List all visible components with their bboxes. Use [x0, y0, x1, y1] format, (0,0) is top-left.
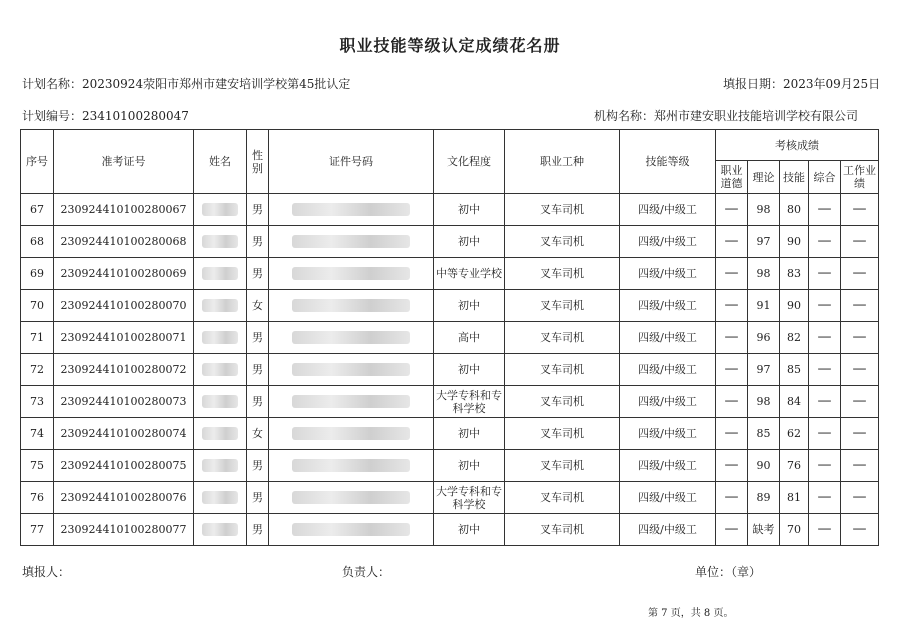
cell-skill: 62 — [780, 418, 809, 450]
redaction-blur — [292, 203, 410, 216]
redaction-blur — [202, 235, 238, 248]
plan-number: 计划编号：23410100280047 — [22, 109, 189, 123]
header-exam-no: 准考证号 — [54, 130, 194, 194]
cell-education: 初中 — [434, 514, 505, 546]
table-row — [21, 514, 879, 546]
cell-gender: 男 — [247, 514, 269, 546]
cell-education: 大学专科和专科学校 — [434, 386, 505, 418]
cell-morality: — — [716, 482, 748, 514]
header-job: 职业工种 — [505, 130, 620, 194]
redaction-blur — [292, 491, 410, 504]
cell-gender: 女 — [247, 290, 269, 322]
cell-education: 初中 — [434, 354, 505, 386]
redaction-blur — [202, 299, 238, 312]
responsible-label: 负责人： — [342, 565, 391, 579]
cell-seq: 74 — [21, 418, 54, 450]
cell-comprehensive: — — [809, 354, 841, 386]
cell-comprehensive: — — [809, 482, 841, 514]
unit-stamp-label: 单位：（章） — [695, 565, 762, 579]
cell-id-redacted — [269, 450, 434, 482]
cell-skill: 85 — [780, 354, 809, 386]
cell-job: 叉车司机 — [505, 290, 620, 322]
redaction-blur — [292, 395, 410, 408]
redaction-blur — [202, 523, 238, 536]
cell-morality: — — [716, 450, 748, 482]
cell-name-redacted — [194, 514, 247, 546]
cell-morality: — — [716, 290, 748, 322]
cell-seq: 75 — [21, 450, 54, 482]
cell-id-redacted — [269, 258, 434, 290]
cell-theory: 98 — [748, 194, 780, 226]
cell-exam-no: 230924410100280075 — [54, 450, 194, 482]
cell-exam-no: 230924410100280071 — [54, 322, 194, 354]
cell-theory: 97 — [748, 226, 780, 258]
header-morality: 职业道德 — [716, 161, 748, 194]
redaction-blur — [202, 427, 238, 440]
cell-gender: 男 — [247, 322, 269, 354]
table-row — [21, 194, 879, 226]
cell-exam-no: 230924410100280077 — [54, 514, 194, 546]
cell-morality: — — [716, 258, 748, 290]
cell-job: 叉车司机 — [505, 226, 620, 258]
fill-date: 填报日期：2023年09月25日 — [723, 77, 881, 91]
cell-skill: 90 — [780, 226, 809, 258]
cell-exam-no: 230924410100280073 — [54, 386, 194, 418]
cell-seq: 67 — [21, 194, 54, 226]
cell-id-redacted — [269, 226, 434, 258]
cell-seq: 70 — [21, 290, 54, 322]
cell-id-redacted — [269, 386, 434, 418]
cell-level: 四级/中级工 — [620, 258, 716, 290]
cell-id-redacted — [269, 482, 434, 514]
redaction-blur — [202, 203, 238, 216]
cell-gender: 男 — [247, 386, 269, 418]
cell-skill: 81 — [780, 482, 809, 514]
cell-job: 叉车司机 — [505, 418, 620, 450]
redaction-blur — [292, 267, 410, 280]
cell-exam-no: 230924410100280074 — [54, 418, 194, 450]
cell-name-redacted — [194, 418, 247, 450]
cell-name-redacted — [194, 386, 247, 418]
cell-skill: 84 — [780, 386, 809, 418]
header-skill: 技能 — [780, 161, 809, 194]
cell-comprehensive: — — [809, 514, 841, 546]
redaction-blur — [202, 267, 238, 280]
cell-theory: 89 — [748, 482, 780, 514]
cell-seq: 72 — [21, 354, 54, 386]
cell-name-redacted — [194, 194, 247, 226]
cell-education: 大学专科和专科学校 — [434, 482, 505, 514]
cell-exam-no: 230924410100280069 — [54, 258, 194, 290]
cell-morality: — — [716, 418, 748, 450]
table-row — [21, 418, 879, 450]
redaction-blur — [292, 331, 410, 344]
cell-morality: — — [716, 226, 748, 258]
roster-body — [21, 194, 879, 546]
cell-performance: — — [841, 258, 879, 290]
cell-job: 叉车司机 — [505, 450, 620, 482]
cell-morality: — — [716, 322, 748, 354]
cell-gender: 男 — [247, 482, 269, 514]
cell-level: 四级/中级工 — [620, 290, 716, 322]
cell-morality: — — [716, 354, 748, 386]
redaction-blur — [292, 363, 410, 376]
redaction-blur — [292, 299, 410, 312]
cell-comprehensive: — — [809, 258, 841, 290]
cell-name-redacted — [194, 482, 247, 514]
cell-seq: 68 — [21, 226, 54, 258]
cell-level: 四级/中级工 — [620, 354, 716, 386]
cell-performance: — — [841, 482, 879, 514]
redaction-blur — [202, 363, 238, 376]
cell-education: 高中 — [434, 322, 505, 354]
cell-morality: — — [716, 514, 748, 546]
cell-name-redacted — [194, 258, 247, 290]
cell-job: 叉车司机 — [505, 514, 620, 546]
table-row — [21, 450, 879, 482]
header-scores: 考核成绩 — [716, 130, 879, 161]
cell-comprehensive: — — [809, 194, 841, 226]
cell-level: 四级/中级工 — [620, 482, 716, 514]
cell-id-redacted — [269, 418, 434, 450]
cell-performance: — — [841, 290, 879, 322]
cell-exam-no: 230924410100280067 — [54, 194, 194, 226]
cell-level: 四级/中级工 — [620, 418, 716, 450]
cell-performance: — — [841, 386, 879, 418]
cell-morality: — — [716, 386, 748, 418]
redaction-blur — [202, 459, 238, 472]
cell-theory: 97 — [748, 354, 780, 386]
cell-name-redacted — [194, 226, 247, 258]
cell-job: 叉车司机 — [505, 258, 620, 290]
table-row — [21, 258, 879, 290]
cell-performance: — — [841, 418, 879, 450]
cell-theory: 91 — [748, 290, 780, 322]
redaction-blur — [292, 523, 410, 536]
header-education: 文化程度 — [434, 130, 505, 194]
cell-comprehensive: — — [809, 418, 841, 450]
cell-seq: 69 — [21, 258, 54, 290]
cell-gender: 男 — [247, 354, 269, 386]
cell-job: 叉车司机 — [505, 194, 620, 226]
cell-skill: 80 — [780, 194, 809, 226]
cell-name-redacted — [194, 354, 247, 386]
cell-job: 叉车司机 — [505, 322, 620, 354]
score-roster-table — [20, 129, 879, 546]
redaction-blur — [202, 491, 238, 504]
cell-gender: 男 — [247, 226, 269, 258]
redaction-blur — [292, 459, 410, 472]
cell-education: 初中 — [434, 194, 505, 226]
cell-id-redacted — [269, 514, 434, 546]
cell-level: 四级/中级工 — [620, 322, 716, 354]
cell-skill: 70 — [780, 514, 809, 546]
cell-exam-no: 230924410100280068 — [54, 226, 194, 258]
cell-theory: 85 — [748, 418, 780, 450]
cell-seq: 77 — [21, 514, 54, 546]
cell-performance: — — [841, 322, 879, 354]
table-row — [21, 482, 879, 514]
cell-gender: 男 — [247, 450, 269, 482]
cell-skill: 76 — [780, 450, 809, 482]
cell-id-redacted — [269, 322, 434, 354]
cell-gender: 女 — [247, 418, 269, 450]
header-performance: 工作业绩 — [841, 161, 879, 194]
cell-seq: 73 — [21, 386, 54, 418]
cell-comprehensive: — — [809, 386, 841, 418]
cell-name-redacted — [194, 322, 247, 354]
cell-theory: 98 — [748, 386, 780, 418]
plan-name: 计划名称：20230924荥阳市郑州市建安培训学校第45批认定 — [22, 77, 351, 91]
cell-theory: 90 — [748, 450, 780, 482]
redaction-blur — [292, 235, 410, 248]
cell-skill: 82 — [780, 322, 809, 354]
cell-education: 初中 — [434, 226, 505, 258]
cell-job: 叉车司机 — [505, 482, 620, 514]
redaction-blur — [292, 427, 410, 440]
header-gender: 性别 — [247, 130, 269, 194]
cell-skill: 83 — [780, 258, 809, 290]
table-row — [21, 354, 879, 386]
cell-education: 初中 — [434, 418, 505, 450]
cell-performance: — — [841, 354, 879, 386]
cell-level: 四级/中级工 — [620, 386, 716, 418]
page-number: 第 7 页，共 8 页。 — [648, 608, 734, 619]
cell-exam-no: 230924410100280072 — [54, 354, 194, 386]
cell-level: 四级/中级工 — [620, 194, 716, 226]
cell-id-redacted — [269, 354, 434, 386]
cell-theory: 96 — [748, 322, 780, 354]
header-level: 技能等级 — [620, 130, 716, 194]
cell-theory: 98 — [748, 258, 780, 290]
table-row — [21, 386, 879, 418]
cell-job: 叉车司机 — [505, 354, 620, 386]
cell-id-redacted — [269, 194, 434, 226]
cell-exam-no: 230924410100280076 — [54, 482, 194, 514]
header-theory: 理论 — [748, 161, 780, 194]
table-row — [21, 226, 879, 258]
cell-morality: — — [716, 194, 748, 226]
cell-comprehensive: — — [809, 290, 841, 322]
cell-comprehensive: — — [809, 322, 841, 354]
document-title: 职业技能等级认定成绩花名册 — [339, 36, 561, 55]
cell-gender: 男 — [247, 258, 269, 290]
header-seq: 序号 — [21, 130, 54, 194]
cell-level: 四级/中级工 — [620, 226, 716, 258]
filler-label: 填报人： — [22, 565, 71, 579]
cell-exam-no: 230924410100280070 — [54, 290, 194, 322]
cell-education: 初中 — [434, 450, 505, 482]
cell-comprehensive: — — [809, 450, 841, 482]
cell-comprehensive: — — [809, 226, 841, 258]
redaction-blur — [202, 331, 238, 344]
cell-theory: 缺考 — [748, 514, 780, 546]
cell-education: 初中 — [434, 290, 505, 322]
cell-name-redacted — [194, 290, 247, 322]
cell-level: 四级/中级工 — [620, 450, 716, 482]
cell-performance: — — [841, 450, 879, 482]
cell-performance: — — [841, 226, 879, 258]
organization-name: 机构名称：郑州市建安职业技能培训学校有限公司 — [594, 109, 859, 123]
cell-seq: 71 — [21, 322, 54, 354]
cell-id-redacted — [269, 290, 434, 322]
cell-performance: — — [841, 514, 879, 546]
cell-level: 四级/中级工 — [620, 514, 716, 546]
cell-gender: 男 — [247, 194, 269, 226]
table-row — [21, 322, 879, 354]
cell-job: 叉车司机 — [505, 386, 620, 418]
header-id-no: 证件号码 — [269, 130, 434, 194]
table-row — [21, 290, 879, 322]
cell-education: 中等专业学校 — [434, 258, 505, 290]
cell-seq: 76 — [21, 482, 54, 514]
redaction-blur — [202, 395, 238, 408]
cell-performance: — — [841, 194, 879, 226]
cell-skill: 90 — [780, 290, 809, 322]
header-comprehensive: 综合 — [809, 161, 841, 194]
cell-name-redacted — [194, 450, 247, 482]
header-name: 姓名 — [194, 130, 247, 194]
